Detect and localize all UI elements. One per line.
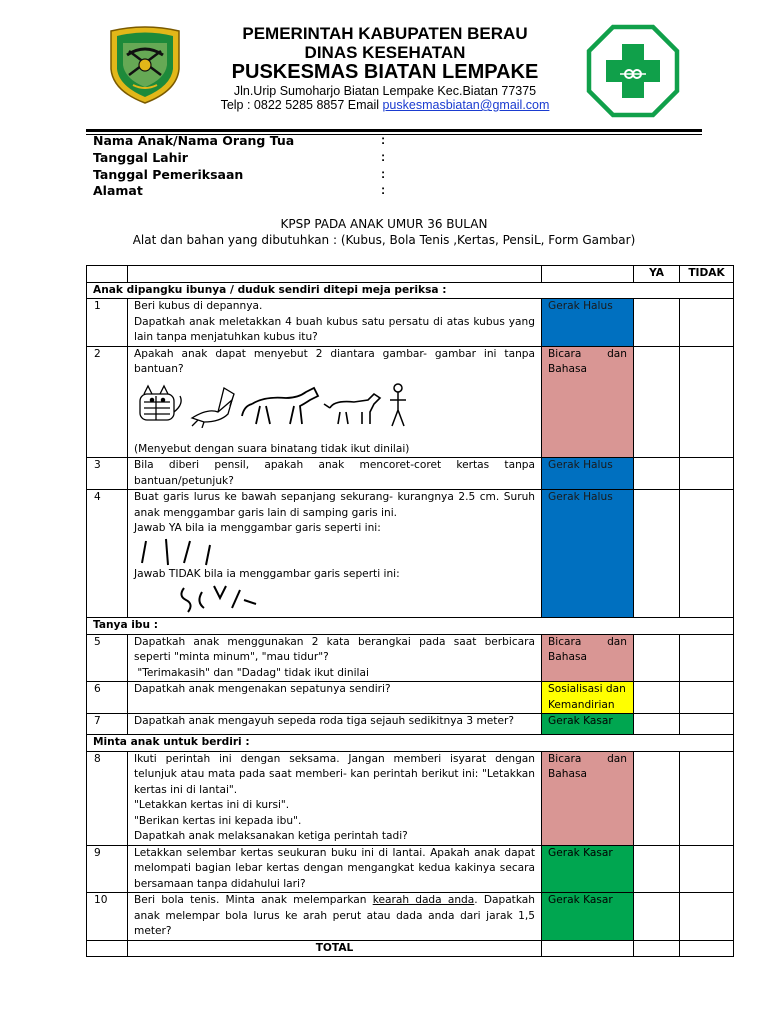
header-cell-no: [87, 266, 128, 283]
section-label: Minta anak untuk berdiri :: [87, 735, 734, 752]
category-word: dan: [607, 635, 627, 648]
answer-ya-cell[interactable]: [634, 845, 680, 893]
question-text-cell: [128, 893, 542, 941]
category-word: Bahasa: [548, 651, 587, 663]
tidak-instruction: Jawab TIDAK bila ia menggambar garis seperti ini:: [134, 567, 400, 580]
row-number: 8: [87, 751, 128, 845]
category-word: Bicara: [548, 635, 582, 648]
row-number: 4: [87, 490, 128, 618]
header-cell-tidak: TIDAK: [680, 266, 734, 283]
question-text: Dapatkah anak mengenakan sepatunya sendiri?: [128, 682, 542, 714]
answer-ya-cell[interactable]: [634, 458, 680, 490]
ya-instruction: Jawab YA bila ia menggambar garis seperti ini:: [134, 522, 381, 534]
question-note: (Menyebut dengan suara binatang tidak ikut dinilai): [134, 442, 410, 455]
header-cell-ya: YA: [634, 266, 680, 283]
kpsp-table: [86, 265, 734, 957]
table-row: [87, 346, 734, 458]
question-text-underlined: kearah dada anda: [372, 894, 475, 906]
category-cell: [542, 682, 634, 714]
header-cell-question: [128, 266, 542, 283]
table-header-row: [87, 266, 734, 283]
question-text-cell: [128, 490, 542, 618]
category-cell: Gerak Kasar: [542, 714, 634, 735]
answer-tidak-cell[interactable]: [680, 751, 734, 845]
table-row: [87, 458, 734, 490]
info-label-name: Nama Anak/Nama Orang Tua: [93, 133, 295, 148]
answer-tidak-cell[interactable]: [680, 714, 734, 735]
question-text: Apakah anak dapat menyebut 2 diantara gambar- gambar ini tanpa bantuan?: [134, 347, 535, 375]
total-blank-cell: [87, 940, 128, 957]
question-text: Dapatkah anak menggunakan 2 kata berangkai pada saat berbicara seperti "minta minum", "mau tidur"?: [134, 635, 535, 663]
info-label-dob: Tanggal Lahir: [93, 150, 188, 165]
answer-ya-cell[interactable]: [634, 299, 680, 347]
table-row: [87, 634, 734, 682]
question-text: Ikuti perintah ini dengan seksama. Jangan memberi isyarat dengan telunjuk atau mata pada saat memberi- kan perintah berikut ini: "Letakkan kertas ini di lantai". "Letakkan kertas ini di kursi". "Berikan kertas ini kepada ibu". Dapatkah anak melaksanakan ketiga perintah tadi?: [128, 751, 542, 845]
header-address: Jln.Urip Sumoharjo Biatan Lempake Kec.Biatan 77375: [233, 84, 537, 98]
animal-pictures: [134, 382, 410, 428]
question-text: Bila diberi pensil, apakah anak mencoret-coret kertas tanpa bantuan/petunjuk?: [128, 458, 542, 490]
total-blank-cell: [542, 940, 634, 957]
table-row: [87, 299, 734, 347]
info-colon-name: :: [381, 133, 386, 147]
category-word: Bahasa: [548, 768, 587, 780]
dog-picture: [324, 394, 380, 424]
answer-tidak-cell[interactable]: [680, 682, 734, 714]
table-row: [87, 490, 734, 618]
category-word: Sosialisasi dan: [548, 683, 626, 695]
category-word: dan: [607, 752, 627, 765]
info-colon-exam-date: :: [381, 167, 386, 181]
info-colon-address: :: [381, 183, 386, 197]
question-text: Dapatkah anak mengayuh sepeda roda tiga sejauh sedikitnya 3 meter?: [128, 714, 542, 735]
question-text-cell: [128, 634, 542, 682]
answer-tidak-cell[interactable]: [680, 893, 734, 941]
category-word: Kemandirian: [548, 698, 615, 711]
section-row: [87, 282, 734, 299]
category-cell: [542, 634, 634, 682]
answer-ya-cell[interactable]: [634, 751, 680, 845]
answer-ya-cell[interactable]: [634, 682, 680, 714]
category-cell: Gerak Kasar: [542, 893, 634, 941]
header-clinic-name: PUSKESMAS BIATAN LEMPAKE: [231, 61, 539, 83]
header-cell-category: [542, 266, 634, 283]
ya-lines-picture: [134, 537, 254, 567]
question-text: Letakkan selembar kertas seukuran buku ini di lantai. Apakah anak dapat melompati bagian lebar kertas dengan mengangkat kedua kakinya secara bersamaan tanpa didahului lari?: [128, 845, 542, 893]
header-email-link[interactable]: puskesmasbiatan@gmail.com: [382, 98, 550, 112]
question-text: Beri kubus di depannya. Dapatkah anak meletakkan 4 buah kubus satu persatu di atas kubus yang lain tanpa menjatuhkan kubus itu?: [128, 299, 542, 347]
category-cell: Gerak Kasar: [542, 845, 634, 893]
category-word: Bicara: [548, 347, 582, 360]
total-tidak-cell[interactable]: [680, 940, 734, 957]
category-cell: [542, 751, 634, 845]
form-subtitle: Alat dan bahan yang dibutuhkan : (Kubus, Bola Tenis ,Kertas, PensiL, Form Gambar): [132, 233, 636, 247]
answer-ya-cell[interactable]: [634, 893, 680, 941]
category-cell: Gerak Halus: [542, 458, 634, 490]
header-department: DINAS KESEHATAN: [304, 43, 466, 62]
table-row: [87, 845, 734, 893]
table-row: [87, 682, 734, 714]
table-row: [87, 714, 734, 735]
total-row: [87, 940, 734, 957]
question-text-cell: [128, 346, 542, 458]
row-number: 5: [87, 634, 128, 682]
header-phone: Telp : 0822 5285 8857 Email: [220, 98, 383, 112]
puskesmas-logo: [586, 24, 680, 118]
total-label: TOTAL: [128, 940, 542, 957]
row-number: 6: [87, 682, 128, 714]
question-text: Beri bola tenis. Minta anak melemparkan: [134, 894, 373, 906]
tidak-lines-picture: [134, 582, 274, 614]
bird-picture: [192, 388, 234, 428]
table-row: [87, 893, 734, 941]
row-number: 1: [87, 299, 128, 347]
question-text: Buat garis lurus ke bawah sepanjang sekurang- kurangnya 2.5 cm. Suruh anak menggambar garis lain di samping garis ini.: [134, 491, 535, 519]
table-row: [87, 751, 734, 845]
category-cell: Gerak Halus: [542, 299, 634, 347]
info-label-address: Alamat: [93, 183, 143, 198]
question-text: . Dapatkah anak melempar bola lurus ke arah perut atau dada anda dari jarak 1,5 meter?: [134, 894, 535, 937]
row-number: 2: [87, 346, 128, 458]
category-word: dan: [607, 347, 627, 360]
person-picture: [390, 384, 406, 426]
answer-ya-cell[interactable]: [634, 714, 680, 735]
answer-tidak-cell[interactable]: [680, 346, 734, 458]
category-cell: [542, 346, 634, 458]
answer-ya-cell[interactable]: [634, 490, 680, 618]
answer-tidak-cell[interactable]: [680, 845, 734, 893]
section-label: Anak dipangku ibunya / duduk sendiri ditepi meja periksa :: [87, 282, 734, 299]
answer-tidak-cell[interactable]: [680, 458, 734, 490]
header-divider-thick: [86, 129, 702, 132]
section-row: [87, 735, 734, 752]
section-row: [87, 618, 734, 635]
answer-tidak-cell[interactable]: [680, 634, 734, 682]
row-number: 9: [87, 845, 128, 893]
total-ya-cell[interactable]: [634, 940, 680, 957]
info-label-exam-date: Tanggal Pemeriksaan: [93, 167, 244, 182]
header-contact: [190, 98, 580, 112]
form-title: KPSP PADA ANAK UMUR 36 BULAN: [280, 217, 488, 231]
answer-ya-cell[interactable]: [634, 346, 680, 458]
answer-tidak-cell[interactable]: [680, 299, 734, 347]
question-note: "Terimakasih" dan "Dadag" tidak ikut dinilai: [134, 666, 369, 679]
info-colon-dob: :: [381, 150, 386, 164]
horse-picture: [242, 388, 318, 424]
category-word: Bahasa: [548, 363, 587, 375]
row-number: 10: [87, 893, 128, 941]
section-label: Tanya ibu :: [87, 618, 734, 635]
category-word: Bicara: [548, 752, 582, 765]
berau-regency-emblem: [107, 25, 183, 105]
answer-tidak-cell[interactable]: [680, 490, 734, 618]
cat-picture: [140, 386, 181, 420]
answer-ya-cell[interactable]: [634, 634, 680, 682]
row-number: 7: [87, 714, 128, 735]
row-number: 3: [87, 458, 128, 490]
header-government: PEMERINTAH KABUPATEN BERAU: [242, 24, 528, 43]
category-cell: Gerak Halus: [542, 490, 634, 618]
